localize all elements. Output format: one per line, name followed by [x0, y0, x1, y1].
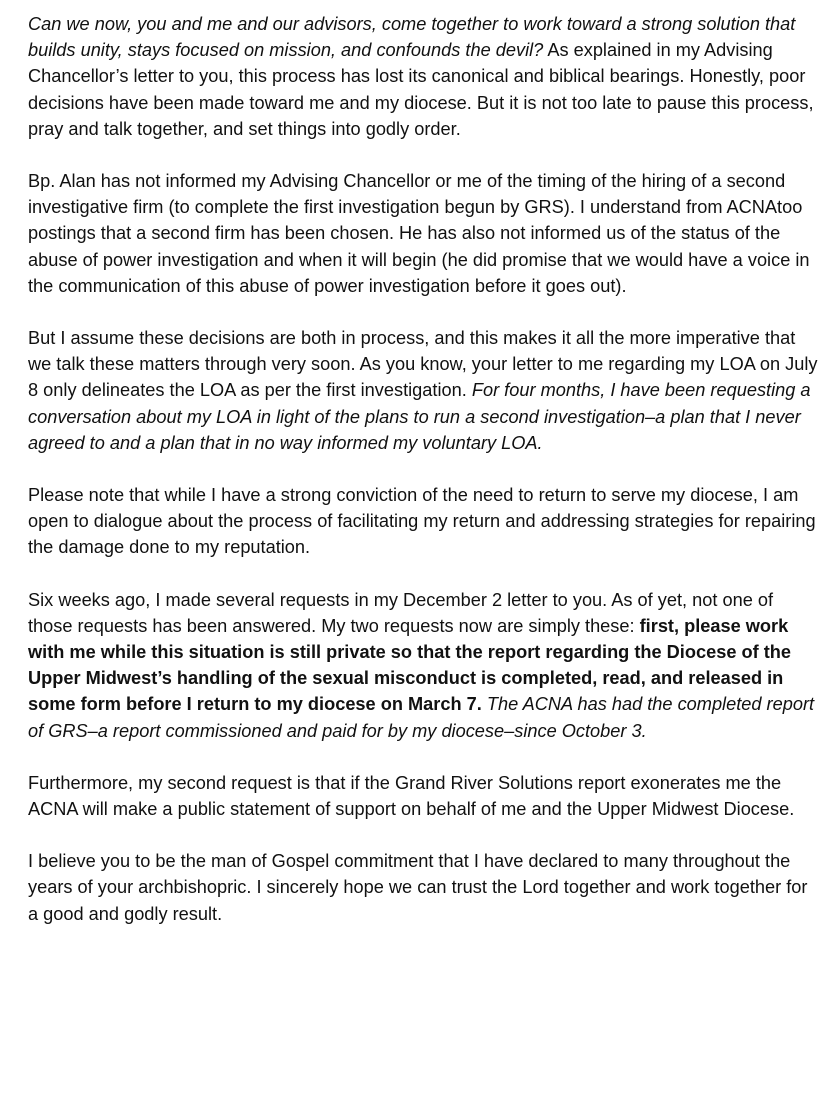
text: But I assume these decisions are both in process, and this makes it all the more imperative that we talk these matters through very soon. As you know, your letter to me regarding my LOA on July 8 only delineates the LOA as per the first investigation.	[28, 328, 818, 401]
text-italic: Can we now, you and me and our advisors, come together to work toward a strong solution that builds unity, stays focused on mission, and confounds the devil?	[28, 14, 796, 61]
text: I believe you to be the man of Gospel commitment that I have declared to many throughout the years of your archbishopric. I sincerely hope we can trust the Lord together and work together for a good and godly result.	[28, 851, 808, 924]
paragraph-return	[28, 482, 818, 561]
text: Furthermore, my second request is that if the Grand River Solutions report exonerates me the ACNA will make a public statement of support on behalf of me and the Upper Midwest Diocese.	[28, 772, 795, 820]
text: Please note that while I have a strong conviction of the need to return to serve my diocese, I am open to dialogue about the process of facilitating my return and addressing strategies for repairing the damage done to my reputation.	[28, 485, 816, 558]
letter-body	[28, 11, 818, 927]
text: Bp. Alan has not informed my Advising Chancellor or me of the timing of the hiring of a second investigative firm (to complete the first investigation begun by GRS). I understand from ACNAtoo postings that a second firm has been chosen. He has also not informed us of the status of the abuse of power investigation and when it will begin (he did promise that we would have a voice in the communication of this abuse of power investigation before it goes out).	[28, 171, 810, 296]
paragraph-second-firm	[28, 168, 818, 299]
paragraph-closing	[28, 848, 818, 927]
paragraph-loa	[28, 325, 818, 456]
paragraph-unity-appeal	[28, 11, 818, 142]
paragraph-requests	[28, 587, 818, 744]
paragraph-second-request	[28, 770, 818, 822]
text-italic: The ACNA has had the completed report of GRS–a report commissioned and paid for by my diocese–since October 3.	[28, 694, 815, 741]
text: Six weeks ago, I made several requests in my December 2 letter to you. As of yet, not one of those requests has been answered. My two requests now are simply these:	[28, 589, 774, 636]
text-italic: For four months, I have been requesting a conversation about my LOA in light of the plans to run a second investigation–a plan that I never agreed to and a plan that in no way informed my voluntary LOA.	[28, 380, 811, 453]
text-bold: first, please work with me while this situation is still private so that the report regarding the Diocese of the Upper Midwest’s handling of the sexual misconduct is completed, read, and released in some form before I return to my diocese on March 7.	[28, 615, 791, 715]
text: As explained in my Advising Chancellor’s letter to you, this process has lost its canonical and biblical bearings. Honestly, poor decisions have been made toward me and my diocese. But it is not too late to pause this process, pray and talk together, and set things into godly order.	[28, 40, 814, 139]
